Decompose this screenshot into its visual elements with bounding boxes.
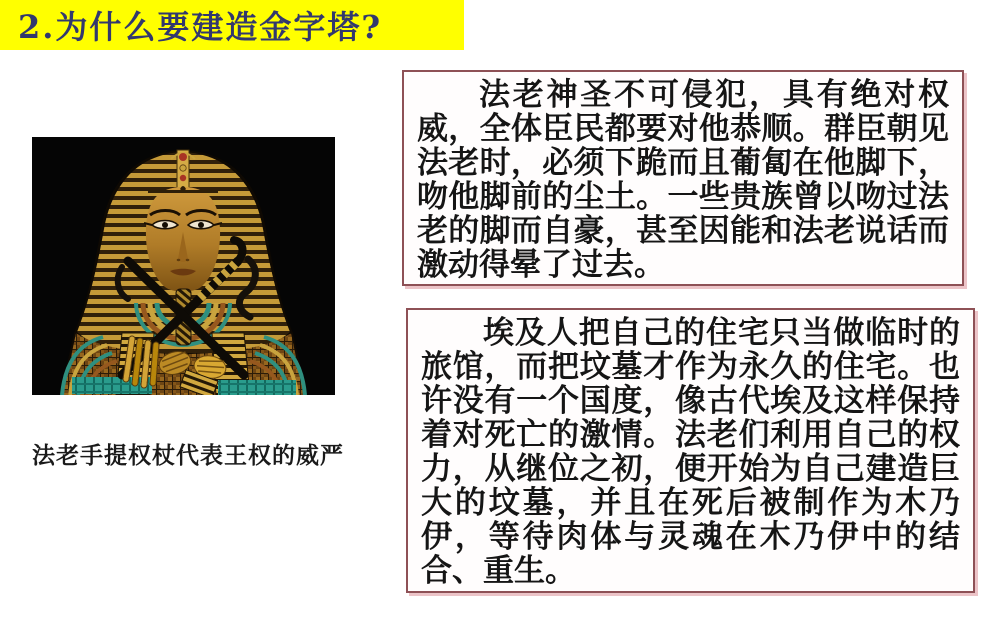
tutankhamun-sarcophagus-illustration xyxy=(32,137,335,395)
image-caption: 法老手提权杖代表王权的威严 xyxy=(32,442,344,469)
textbox-pharaoh-authority xyxy=(402,70,964,286)
pharaoh-photo xyxy=(32,137,335,395)
textbox-tomb-passion-text: 埃及人把自己的住宅只当做临时的旅馆，而把坟墓才作为永久的住宅。也许没有一个国度，像古代埃及这样保持着对死亡的激情。法老们利用自己的权力，从继位之初，便开始为自己建造巨大的坟墓，并且在死后被制作为木乃伊，等待肉体与灵魂在木乃伊中的结合、重生。 xyxy=(421,315,960,589)
slide-title-highlight xyxy=(0,0,464,50)
slide-title: 2.为什么要建造金字塔? xyxy=(18,8,383,46)
textbox-pharaoh-authority-text: 法老神圣不可侵犯，具有绝对权威，全体臣民都要对他恭顺。群臣朝见法老时，必须下跪而且葡匐在他脚下，吻他脚前的尘土。一些贵族曾以吻过法老的脚而自豪，甚至因能和法老说话而激动得晕了过去。 xyxy=(417,77,949,283)
textbox-tomb-passion xyxy=(406,308,975,593)
